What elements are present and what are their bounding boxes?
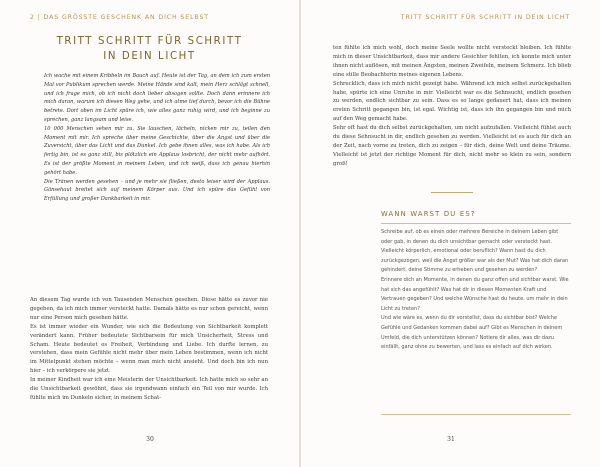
exercise-box xyxy=(381,228,571,353)
exercise-paragraph: Erinnere dich an Momente, in denen du ganz offen und sichtbar warst. Wie hat sich das angefühlt? Was hat dir in diesen Momenten Kraft und Vertrauen gegeben? Und welche Wünsche hast du heute, um mehr in dein Licht zu treten? xyxy=(381,276,569,312)
exercise-title: WANN WARST DU ES? xyxy=(381,210,476,218)
section-separator xyxy=(431,192,473,193)
body-paragraph: Es ist immer wieder ein Wunder, wie sich die Bedeutung von Sichtbarkeit komplett verändert kann. Früher bedeutete Sichtbarsein für mich Unsicherheit, Stress und Scham. Heute bedeutet es Freiheit, Verbindung und Liebe. Ich durfte lernen, zu verstehen, dass mein Gefühle nicht mehr über mein Leben bestimmen, wenn ich nicht im Mittelpunkt stehen möchte – wenn man mich nicht ansieht. Und doch bin ich nun hier – ich verkörpere sie jetzt. xyxy=(30,323,268,375)
exercise-paragraph: Schreibe auf, ob es einen oder mehrere Bereiche in deinem Leben gibt oder gab, in denen du dich unsichtbar gemacht oder versteckt hast. Vielleicht körperlich, emotional oder beruflich? Wann hast du dich zurückgezogen, weil die Angst größer war als der Mut? Was hat dich daran gehindert, deine Stimme zu erheben und gesehen zu werden? xyxy=(381,229,569,274)
chapter-title-line1: TRITT SCHRITT FÜR SCHRITT xyxy=(56,36,243,47)
body-text-right xyxy=(333,44,571,169)
exercise-top-rule xyxy=(381,223,571,224)
quote-paragraph: Ich wache mit einem Kribbeln im Bauch auf. Heute ist der Tag, an dem ich zum ersten Mal vor Publikum sprechen werde. Meine Hände sind kalt, mein Herz schlägt schnell, und ich frage mich, ob ich nicht doch lieber absagen sollte. Doch dann erinnere ich mich daran, warum ich diesen Weg gehe, und ich atme tief durch, bevor ich die Bühne betrete. Dort oben im Licht spüre ich, wie alles ganz ruhig wird, und ich beginne zu sprechen, ganz langsam und leise. xyxy=(44,73,270,123)
body-paragraph: Schrecklich, dass ich mich nicht gezeigt habe. Während ich mich selbst zurückgehalten habe, spürte ich eine Unruhe in mir. Vielleicht war es die Sehnsucht, endlich gesehen zu werden, endlich sichtbar zu sein. Dass es so lange gedauert hat, dass ich meinen ersten Schritt gegangen bin, ist egal. Wichtig ist, dass ich ihn gegangen bin und mich auf den Weg gemacht habe. xyxy=(333,80,571,123)
chapter-title-line2: IN DEIN LICHT xyxy=(103,51,196,62)
page-number-right: 31 xyxy=(447,436,455,443)
body-paragraph: In meiner Kindheit war ich eine Meisterin der Unsichtbarkeit. Ich hatte mich so sehr an die Unsichtbarkeit gewöhnt, dass sie irgendwann einfach ein Teil von mir wurde. Ich fühlte mich im Dunkeln sicher, in meinem Schat- xyxy=(30,377,268,401)
left-page xyxy=(0,0,299,467)
exercise-paragraph: Und wie wäre es, wenn du dir vorstellst, dass du sichtbar bist? Welche Gefühle und Gedanken kommen dabei auf? Gibt es Menschen in deinem Umfeld, die dich unterstützen können? Notiere dir alles, was dir dazu einfällt, ganz ohne zu bewerten, und lass es einfach auf dich wirken. xyxy=(381,315,563,351)
page-number-left: 30 xyxy=(146,436,154,443)
body-paragraph: Sehr oft hast du dich selbst zurückgehalten, um nicht aufzufallen. Vielleicht fühlst auch du diese Sehnsucht in dir, endlich gesehen zu werden. Vielleicht ist es auch für dich an der Zeit, nach vorne zu treten, dich zu zeigen – für dich, deine Welt und deine Träume. Vielleicht ist jetzt der richtige Moment für dich, nicht mehr so klein zu sein, sondern groß! xyxy=(333,125,571,167)
body-paragraph: ten fühlte ich mich wohl, doch meine Seele wollte nicht versteckt bleiben. Ich fühlte mich in dieser Unsichtbarkeit, dass mir andere Gesichter fehlten, ich konnte mich unter ihnen nicht auflösen, mit meinen Ängsten, meinen Zweifeln, meinem Schmerz. Ich blieb eine stille Beobachterin meines eigenen Lebens. xyxy=(333,45,571,78)
right-page xyxy=(301,0,600,467)
body-text-left xyxy=(30,296,268,403)
running-head-right: TRITT SCHRITT FÜR SCHRITT IN DEIN LICHT xyxy=(400,14,570,21)
quote-paragraph: Die Tränen werden gesehen – und je mehr sie fließen, desto leiser wird der Applaus. Gänsehaut breitet sich auf meinem Körper aus. Und ich spüre das Gefühl von Erfüllung und großer Dankbarkeit in mir. xyxy=(44,178,270,203)
quote-paragraph: 10 000 Menschen sehen mir zu. Sie lauschen, lächeln, nicken mir zu, teilen den Moment mit mir. Ich spreche über meine Geschichte, über die Angst und über die Zuversicht, über das Licht und das Dunkel. Ich gebe ihnen alles, was ich habe. Als ich fertig bin, ist es ganz still, bis plötzlich ein Applaus losbricht, der nicht mehr aufhört. Es ist der größte Moment in meinem Leben, und ich weiß, dass ich genau hierhin gehört habe. xyxy=(44,125,270,176)
running-head-left: 2 | DAS GRÖSSTE GESCHENK AN DICH SELBST xyxy=(30,14,209,21)
chapter-title xyxy=(30,34,269,64)
body-paragraph: An diesem Tag wurde ich von Tausenden Menschen gesehen. Diese hätte es zuvor nie gegeben, da ich mich immer versteckt hatte. Damals hätte es nur schon gereicht, wenn nur eine Person mich gesehen hätte. xyxy=(30,297,268,321)
intro-quote xyxy=(44,72,270,204)
exercise-bottom-rule xyxy=(381,414,571,415)
